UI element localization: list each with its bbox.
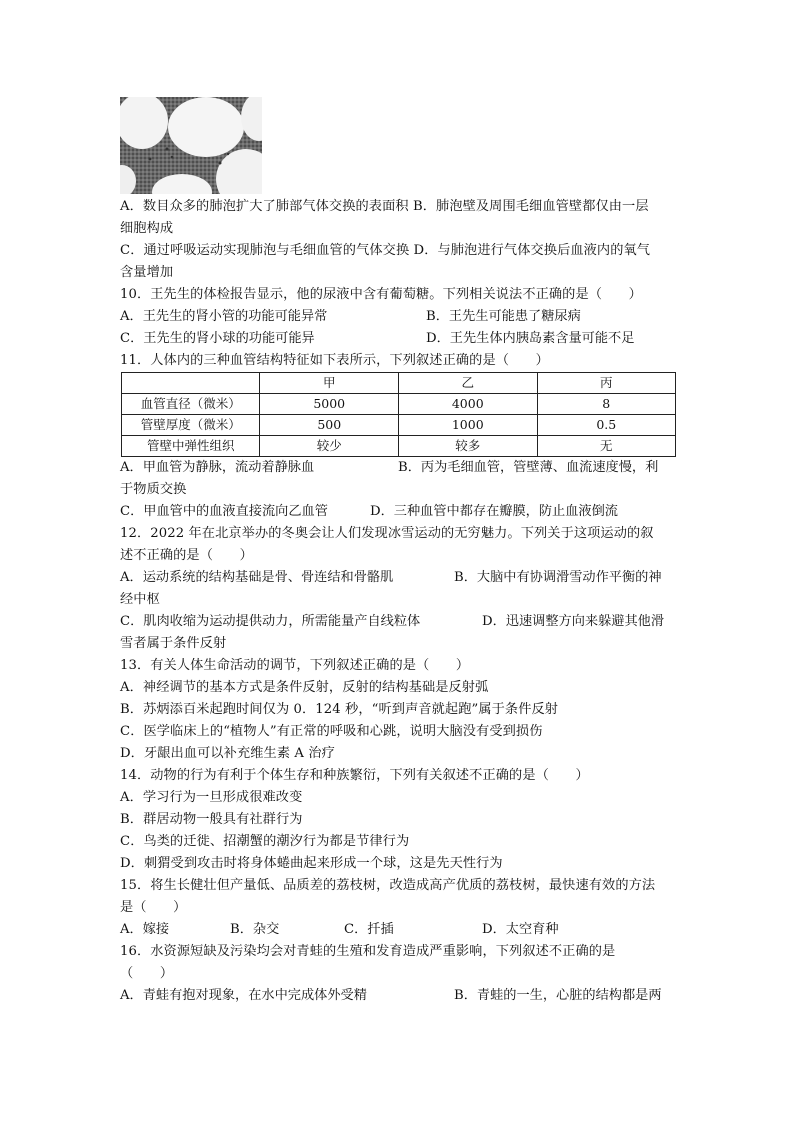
q13-option-a: A．神经调节的基本方式是条件反射，反射的结构基础是反射弧 [120, 680, 489, 695]
vessel-table-cell: 4000 [399, 394, 538, 415]
vessel-table-row [122, 436, 676, 457]
q14-option-a: A．学习行为一旦形成很难改变 [120, 790, 303, 805]
q12-options-ab [120, 567, 676, 589]
q10-option-b: B．王先生可能患了糖尿病 [426, 309, 581, 324]
q11-options-cd [120, 501, 676, 523]
vessel-table-cell: 管壁厚度（微米） [122, 415, 260, 436]
q15-option-a: A．嫁接 [120, 922, 170, 937]
vessel-table-row [122, 394, 676, 415]
q12-option-c: C．肌肉收缩为运动提供动力，所需能量产自线粒体 [120, 614, 421, 629]
alveoli-micrograph [120, 97, 262, 194]
q11-option-b-cont: 于物质交换 [120, 482, 187, 497]
alveoli-micrograph-image [120, 97, 262, 194]
q15-stem-line2: 是（ ） [120, 900, 187, 915]
q15-option-b: B．杂交 [230, 922, 280, 937]
q12-option-b-cont: 经中枢 [120, 592, 160, 607]
vessel-table-header-cell: 甲 [260, 373, 399, 394]
q15-options [120, 919, 676, 941]
q15-option-d: D．太空育种 [482, 922, 559, 937]
q13-option-d: D．牙龈出血可以补充维生素 A 治疗 [120, 746, 335, 761]
q14-stem: 14．动物的行为有利于个体生存和种族繁衍，下列有关叙述不正确的是（ ） [120, 768, 589, 783]
vessel-table-cell: 8 [537, 394, 675, 415]
q12-option-d-cont: 雪者属于条件反射 [120, 636, 227, 651]
q11-stem: 11．人体内的三种血管结构特征如下表所示，下列叙述正确的是（ ） [120, 353, 549, 368]
q9-option-a-b: A．数目众多的肺泡扩大了肺部气体交换的表面积 B．肺泡壁及周围毛细血管壁都仅由一层 [120, 199, 649, 214]
q16-stem-line2: （ ） [120, 966, 174, 981]
q11-options-ab [120, 457, 676, 479]
q14-option-c: C．鸟类的迁徙、招潮蟹的潮汐行为都是节律行为 [120, 834, 410, 849]
q11-option-c: C．甲血管中的血液直接流向乙血管 [120, 504, 328, 519]
vessel-table-header-cell [122, 373, 260, 394]
q12-stem-line2: 述不正确的是（ ） [120, 548, 253, 563]
vessel-table-cell: 500 [260, 415, 399, 436]
q10-option-d: D．王先生体内胰岛素含量可能不足 [426, 331, 635, 346]
q12-options-cd [120, 611, 676, 633]
q10-option-a: A．王先生的肾小管的功能可能异常 [120, 309, 328, 324]
vessel-table [121, 372, 676, 457]
vessel-table-cell: 血管直径（微米） [122, 394, 260, 415]
q13-option-b: B．苏炳添百米起跑时间仅为 0．124 秒，“听到声音就起跑”属于条件反射 [120, 702, 559, 717]
q15-option-c: C．扦插 [344, 922, 394, 937]
q14-option-b: B．群居动物一般具有社群行为 [120, 812, 303, 827]
q13-stem: 13．有关人体生命活动的调节，下列叙述正确的是（ ） [120, 658, 470, 673]
q9-option-d-cont: 含量增加 [120, 265, 174, 280]
q16-options-ab [120, 985, 676, 1007]
q15-stem-line1: 15．将生长健壮但产量低、品质差的荔枝树，改造成高产优质的荔枝树，最快速有效的方法 [120, 878, 656, 893]
vessel-table-cell: 无 [537, 436, 675, 457]
q10-option-c: C．王先生的肾小球的功能可能异 [120, 331, 315, 346]
vessel-table-cell: 较少 [260, 436, 399, 457]
q10-options-cd [120, 328, 676, 350]
exam-page [120, 97, 676, 1007]
vessel-table-cell: 1000 [399, 415, 538, 436]
q12-option-d: D．迅速调整方向来躲避其他滑 [482, 614, 665, 629]
q9-option-b-cont: 细胞构成 [120, 221, 174, 236]
q10-options-ab [120, 306, 676, 328]
q11-option-d: D．三种血管中都存在瓣膜，防止血液倒流 [370, 504, 618, 519]
q12-stem-line1: 12．2022 年在北京举办的冬奥会让人们发现冰雪运动的无穷魅力。下列关于这项运动的叙 [120, 526, 654, 541]
q16-option-a: A．青蛙有抱对现象，在水中完成体外受精 [120, 988, 367, 1003]
vessel-table-header [122, 373, 676, 394]
vessel-table-cell: 0.5 [537, 415, 675, 436]
q16-option-b: B．青蛙的一生，心脏的结构都是两 [454, 988, 662, 1003]
q11-option-a: A．甲血管为静脉，流动着静脉血 [120, 460, 315, 475]
q10-stem: 10．王先生的体检报告显示，他的尿液中含有葡萄糖。下列相关说法不正确的是（ ） [120, 287, 642, 302]
vessel-table-row [122, 415, 676, 436]
q16-stem-line1: 16．水资源短缺及污染均会对青蛙的生殖和发育造成严重影响，下列叙述不正确的是 [120, 944, 616, 959]
vessel-table-header-cell: 乙 [399, 373, 538, 394]
q12-option-b: B．大脑中有协调滑雪动作平衡的神 [454, 570, 662, 585]
vessel-table-cell: 5000 [260, 394, 399, 415]
vessel-table-cell: 较多 [399, 436, 538, 457]
q12-option-a: A．运动系统的结构基础是骨、骨连结和骨骼肌 [120, 570, 394, 585]
q13-option-c: C．医学临床上的“植物人”有正常的呼吸和心跳，说明大脑没有受到损伤 [120, 724, 543, 739]
q11-option-b: B．丙为毛细血管，管壁薄、血流速度慢，利 [398, 460, 659, 475]
vessel-table-header-cell: 丙 [537, 373, 675, 394]
vessel-table-cell: 管壁中弹性组织 [122, 436, 260, 457]
q9-option-c-d: C．通过呼吸运动实现肺泡与毛细血管的气体交换 D．与肺泡进行气体交换后血液内的氧气 [120, 243, 651, 258]
q14-option-d: D．刺猬受到攻击时将身体蜷曲起来形成一个球，这是先天性行为 [120, 856, 503, 871]
